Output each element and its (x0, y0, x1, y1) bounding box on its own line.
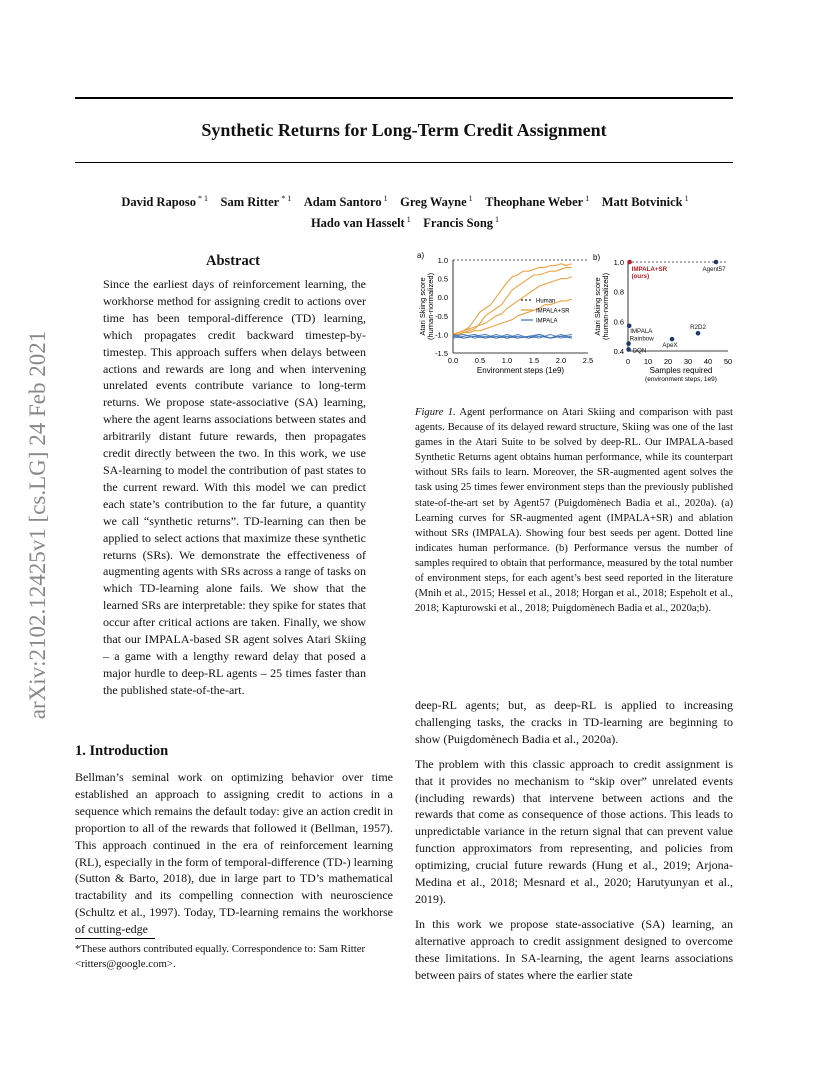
author-name: Theophane Weber (485, 195, 584, 210)
x-tick-label: 2.5 (582, 356, 593, 365)
right-column (415, 697, 733, 984)
abstract-heading: Abstract (206, 253, 260, 269)
scatter-point (696, 331, 701, 336)
point-label: ApeX (662, 342, 678, 350)
scatter-point (627, 260, 632, 265)
intro-heading: 1. Introduction (75, 743, 169, 759)
y-tick-label: -1.0 (435, 330, 448, 340)
y-axis-label-line: Atari Skiing score (593, 277, 602, 336)
point-label: IMPALA (630, 327, 653, 335)
author-affiliation-mark: 1 (466, 194, 473, 203)
title-top-rule (75, 97, 733, 99)
footnote: *These authors contributed equally. Correspondence to: Sam Ritter <ritters@google.com>. (75, 943, 366, 970)
author-name: Sam Ritter (220, 195, 280, 210)
legend-label: Human (536, 298, 556, 305)
x-tick-label: 0.5 (474, 356, 486, 365)
point-label: Rainbow (629, 335, 654, 343)
right-paragraph-2: The problem with this classic approach to credit assignment is that it provides no mechanism to “skip over” unrelated events (including rewards) that intervene between actions and the rewards that come as consequence of those actions. This leads to unpredictable variance in the return signal that can prevent value function approximators from representing, and policies from optimizing, crucial future rewards (Hung et al., 2019; Arjona-Medina et al., 2018; Mesnard et al., 2020; Harutyunyan et al., 2019). (415, 756, 733, 906)
y-tick-label: -0.5 (435, 311, 448, 321)
y-tick-label: 0.0 (437, 293, 448, 303)
y-axis-label-line: Atari Skiing score (418, 277, 427, 336)
x-tick-label: 0.0 (447, 356, 459, 365)
y-tick-label: -1.5 (435, 349, 448, 358)
y-tick-label: 1.0 (437, 256, 448, 265)
point-label: DQN (632, 347, 647, 355)
y-axis-label-line: (human-normalized) (426, 272, 435, 341)
author-list (90, 190, 720, 232)
figure-1a-chart (413, 248, 593, 388)
x-tick-label: 30 (683, 357, 693, 366)
caption-text: Agent performance on Atari Skiing and comparison with past agents. Because of its delayed reward structure, Skiing was one of the last games in the Atari Suite to be solved by deep-RL. Our IMPALA-based Synthetic Returns agent obtains human performance, while its counterpart without SRs fails to learn. Moreover, the SR-augmented agent solves the task using 25 times fewer environment steps than the previously published state-of-the-art set by Agent57 (Puigdomènech Badia et al., 2020a). (a) Learning curves for SR-augmented agent (IMPALA+SR) and ablation without SRs (IMPALA). Showing four best seeds per agent. Dotted line indicates human performance. (b) Performance versus the number of samples required to obtain that performance, measured by the total number of environment steps, for each agent’s best seed reported in the literature (Mnih et al., 2015; Hessel et al., 2018; Horgan et al., 2018; Espeholt et al., 2018; Kapturowski et al., 2018; Puigdomènech Badia et al., 2020a;b). (415, 407, 733, 615)
x-axis-label: Samples required (649, 366, 713, 375)
x-tick-label: 1.0 (501, 356, 513, 365)
x-tick-label: 0 (625, 357, 631, 366)
abstract-body (103, 276, 366, 699)
scatter-point (670, 337, 675, 342)
y-tick-label: 1.0 (613, 258, 624, 267)
intro-column (75, 769, 393, 938)
author-affiliation-mark: 1 (381, 194, 388, 203)
author-name: David Raposo (121, 195, 197, 210)
x-tick-label: 2.0 (555, 356, 567, 365)
author-line-2 (90, 211, 720, 232)
author-affiliation-mark: 1 (583, 194, 590, 203)
x-tick-label: 10 (643, 357, 653, 366)
right-paragraph-1: deep-RL agents; but, as deep-RL is applied to increasing challenging tasks, the cracks in TD-learning are beginning to show (Puigdomènech Badia et al., 2020a). (415, 698, 733, 746)
footnote-rule (75, 938, 155, 939)
author-name: Hado van Hasselt (310, 216, 405, 231)
x-tick-label: 40 (703, 357, 713, 366)
y-axis-label (418, 272, 435, 340)
x-tick-label: 50 (723, 357, 733, 366)
author-name: Adam Santoro (303, 195, 382, 210)
author-name: Matt Botvinick (601, 195, 683, 210)
x-axis-label-units: (environment steps, 1e9) (645, 376, 717, 383)
y-tick-label: 0.6 (613, 317, 624, 327)
scatter-point (626, 347, 631, 352)
impala-sr-series-line (453, 277, 572, 335)
panel-label-a: a) (417, 251, 425, 260)
point-label: IMPALA+SR (631, 266, 668, 273)
x-tick-label: 20 (663, 357, 673, 366)
abstract-text: Since the earliest days of reinforcement learning, the workhorse method for assigning credit to actions over time has been temporal-difference (TD) learning, which propagates credit backward timestep-by-timestep. This approach suffers when delays between actions and rewards are long and when intervening unrelated events contribute variance to long-term returns. We propose state-associative (SA) learning, where the agent learns associations between states and arbitrarily distant future rewards, then propagates credit directly between the two. In this work, we use SA-learning to model the contribution of past states to the current reward. With this model we can predict each state’s contribution to the far future, a quantity we call “synthetic returns”. TD-learning can then be applied to select actions that maximize these synthetic returns (SRs). We demonstrate the effectiveness of augmenting agents with SRs across a range of tasks on which TD-learning alone fails. We show that the learned SRs are interpretable: they spike for states that occur after critical actions are taken. Finally, we show that our IMPALA-based SR agent solves Atari Skiing – a game with a lengthy reward delay that posed a major hurdle to deep-RL agents – 25 times faster than the published state-of-the-art. (103, 277, 366, 697)
author-affiliation-mark: 1 (404, 215, 411, 225)
y-tick-label: 0.5 (437, 274, 448, 284)
y-axis-label (593, 272, 610, 340)
panel-label-b: b) (593, 253, 601, 262)
right-paragraph-3: In this work we propose state-associative (SA) learning, an alternative approach to credit assignment designed to overcome these limitations. In SA-learning, the agent learns associations between pairs of states where the earlier state (415, 916, 733, 982)
arxiv-stamp: arXiv:2102.12425v1 [cs.LG] 24 Feb 2021 (25, 330, 50, 720)
paper-title: Synthetic Returns for Long-Term Credit Assignment (201, 120, 607, 140)
point-sublabel: (ours) (631, 273, 650, 280)
title-bottom-rule (75, 162, 733, 163)
figure-caption (415, 405, 733, 616)
intro-paragraph-1: Bellman’s seminal work on optimizing behavior over time established an approach to assigning credit to actions in a sequence which remains the default today: give an action credit in proportion to all of the rewards that followed it (Bellman, 1957). This approach continued in the era of reinforcement learning (RL), especially in the form of temporal-difference (TD-) learning (Sutton & Barto, 2018), due in large part to TD’s mathematical tractability and its compelling connection with neuroscience (Schultz et al., 1997). Today, TD-learning remains the workhorse of cutting-edge (75, 770, 393, 937)
caption-label: Figure 1. (415, 407, 456, 418)
legend-label: IMPALA (536, 318, 558, 325)
author-affiliation-mark: 1 (493, 215, 500, 225)
author-affiliation-mark: * 1 (196, 194, 209, 203)
y-tick-label: 0.8 (613, 287, 624, 297)
legend-label: IMPALA+SR (536, 308, 570, 315)
author-name: Greg Wayne (400, 195, 467, 210)
author-affiliation-mark: 1 (682, 194, 689, 203)
x-tick-label: 1.5 (528, 356, 540, 365)
y-tick-label: 0.4 (613, 347, 624, 356)
author-name: Francis Song (423, 216, 494, 231)
point-label: R2D2 (690, 324, 706, 332)
author-line-1 (90, 190, 720, 211)
figure-1b-chart (590, 248, 735, 388)
scatter-point (714, 260, 719, 265)
y-axis-label-line: (human-normalized) (601, 272, 610, 341)
x-axis-label: Environment steps (1e9) (476, 366, 565, 375)
point-label: Agent57 (702, 266, 726, 273)
author-affiliation-mark: * 1 (279, 194, 292, 203)
